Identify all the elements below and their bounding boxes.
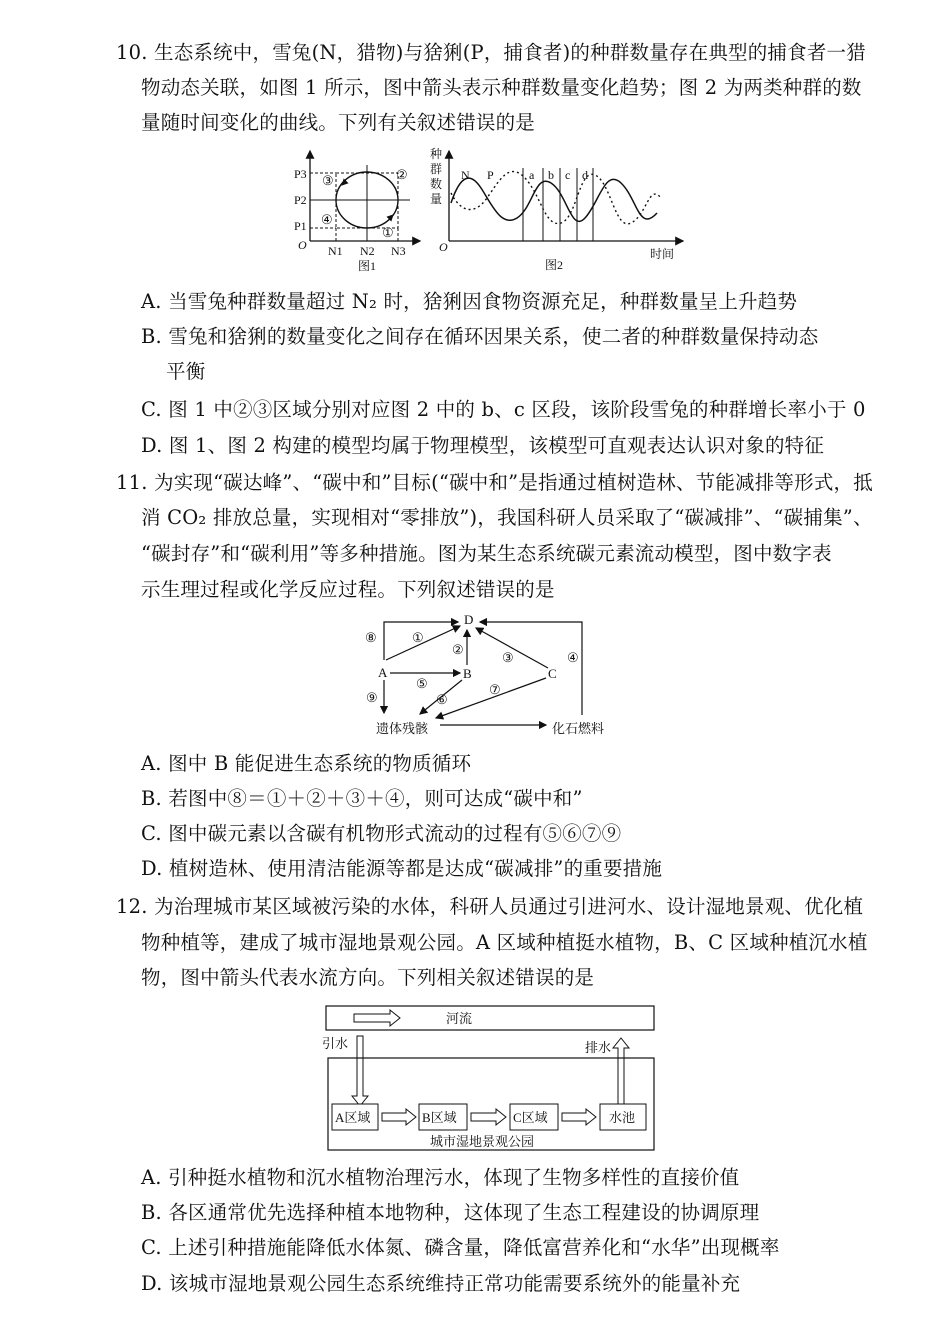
q10-option-b: B. 雪兔和猞猁的数量变化之间存在循环因果关系，使二者的种群数量保持动态 — [141, 325, 819, 348]
zone-a: A区域 — [335, 1110, 371, 1125]
node-d: D — [464, 612, 474, 627]
node-fossil-fuel: 化石燃料 — [552, 721, 605, 736]
fig1-x-label-n2: N2 — [360, 244, 375, 258]
park-label: 城市湿地景观公园 — [430, 1134, 535, 1149]
q11-line-1: 11. 为实现“碳达峰”、“碳中和”目标(“碳中和”是指通过植树造林、节能减排等形式，抵 — [116, 471, 873, 494]
fig2-segment-a: a — [529, 168, 535, 182]
fig2-curve-p — [451, 172, 661, 224]
fig2-ylabel-char: 种 — [430, 147, 443, 161]
process-2: ② — [452, 642, 464, 657]
inlet-label: 引水 — [322, 1036, 349, 1051]
fig1-x-label-n3: N3 — [391, 244, 406, 258]
q11-line-3: “碳封存”和“碳利用”等多种措施。图为某生态系统碳元素流动模型，图中数字表 — [141, 542, 832, 565]
q12-option-c: C. 上述引种措施能降低水体氮、磷含量，降低富营养化和“水华”出现概率 — [141, 1236, 780, 1259]
process-1: ① — [412, 630, 424, 645]
process-8: ⑧ — [365, 630, 377, 645]
figure-1-predator-prey-cycle — [288, 145, 428, 275]
fig1-caption: 图1 — [358, 259, 377, 273]
figure-2-population-curves — [425, 143, 690, 275]
fig2-origin: O — [439, 240, 448, 254]
q11-line-2: 消 CO₂ 排放总量，实现相对“零排放”)，我国科研人员采取了“碳减排”、“碳捕集”、 — [141, 506, 873, 529]
zone-b: B区域 — [422, 1110, 457, 1125]
fig2-series-label-p: P — [487, 168, 494, 182]
fig2-ylabel-char: 数 — [430, 177, 443, 191]
fig2-segment-b: b — [548, 168, 554, 182]
process-9: ⑨ — [366, 690, 378, 705]
q10-line-3: 量随时间变化的曲线。下列有关叙述错误的是 — [141, 111, 536, 134]
fig2-xlabel: 时间 — [650, 247, 675, 261]
q12-option-a: A. 引种挺水植物和沉水植物治理污水，体现了生物多样性的直接价值 — [141, 1166, 740, 1189]
fig1-region-1: ① — [382, 225, 394, 240]
fig1-region-4: ④ — [321, 212, 333, 227]
q11-line-4: 示生理过程或化学反应过程。下列叙述错误的是 — [141, 578, 555, 601]
fig2-segment-c: c — [565, 168, 571, 182]
node-b: B — [463, 666, 472, 681]
node-a: A — [378, 665, 388, 680]
zone-c: C区域 — [513, 1110, 548, 1125]
fig1-region-3: ③ — [322, 173, 334, 188]
q12-line-1: 12. 为治理城市某区域被污染的水体，科研人员通过引进河水、设计湿地景观、优化植 — [116, 895, 864, 918]
fig1-y-label-p2: P2 — [294, 193, 307, 207]
fig2-curve-n — [451, 178, 657, 221]
fig1-y-label-p3: P3 — [294, 167, 307, 181]
outlet-label: 排水 — [585, 1040, 612, 1055]
river-label: 河流 — [446, 1011, 473, 1026]
fig2-ylabel-char: 量 — [430, 192, 443, 206]
pond: 水池 — [609, 1110, 636, 1125]
q12-line-3: 物，图中箭头代表水流方向。下列相关叙述错误的是 — [141, 966, 595, 989]
q11-option-d: D. 植树造林、使用清洁能源等都是达成“碳减排”的重要措施 — [141, 857, 663, 880]
process-6: ⑥ — [436, 692, 448, 707]
fig1-x-label-n1: N1 — [328, 244, 343, 258]
fig1-origin: O — [298, 238, 307, 252]
q12-option-d: D. 该城市湿地景观公园生态系统维持正常功能需要系统外的能量补充 — [141, 1272, 741, 1295]
carbon-flow-diagram — [360, 610, 620, 742]
q10-option-b-cont: 平衡 — [166, 360, 206, 383]
fig2-series-label-n: N — [461, 168, 470, 182]
fig2-caption: 图2 — [545, 258, 564, 272]
q12-option-b: B. 各区通常优先选择种植本地物种，这体现了生态工程建设的协调原理 — [141, 1201, 760, 1224]
fig2-ylabel-char: 群 — [430, 162, 443, 176]
fig2-segment-d: d — [582, 168, 588, 182]
q11-option-b: B. 若图中⑧＝①＋②＋③＋④，则可达成“碳中和” — [141, 787, 583, 810]
process-7: ⑦ — [489, 682, 501, 697]
q10-option-d: D. 图 1、图 2 构建的模型均属于物理模型，该模型可直观表达认识对象的特征 — [141, 434, 825, 457]
q12-line-2: 物种植等，建成了城市湿地景观公园。A 区域种植挺水植物，B、C 区域种植沉水植 — [141, 931, 868, 954]
process-5: ⑤ — [416, 676, 428, 691]
q10-option-c: C. 图 1 中②③区域分别对应图 2 中的 b、c 区段，该阶段雪兔的种群增长率小于 0 — [141, 398, 866, 421]
q10-line-1: 10. 生态系统中，雪兔(N，猎物)与猞猁(P，捕食者)的种群数量存在典型的捕食者一猎 — [116, 41, 866, 64]
q10-option-a: A. 当雪兔种群数量超过 N₂ 时，猞猁因食物资源充足，种群数量呈上升趋势 — [141, 290, 798, 313]
node-c: C — [548, 666, 557, 681]
wetland-park-diagram — [318, 1000, 663, 1155]
node-remains: 遗体残骸 — [376, 721, 429, 736]
process-4: ④ — [567, 650, 579, 665]
fig1-region-2: ② — [396, 167, 408, 182]
q10-line-2: 物动态关联，如图 1 所示，图中箭头表示种群数量变化趋势；图 2 为两类种群的数 — [141, 76, 862, 99]
q11-option-c: C. 图中碳元素以含碳有机物形式流动的过程有⑤⑥⑦⑨ — [141, 822, 622, 845]
q11-option-a: A. 图中 B 能促进生态系统的物质循环 — [141, 752, 472, 775]
process-3: ③ — [502, 650, 514, 665]
fig1-y-label-p1: P1 — [294, 219, 307, 233]
